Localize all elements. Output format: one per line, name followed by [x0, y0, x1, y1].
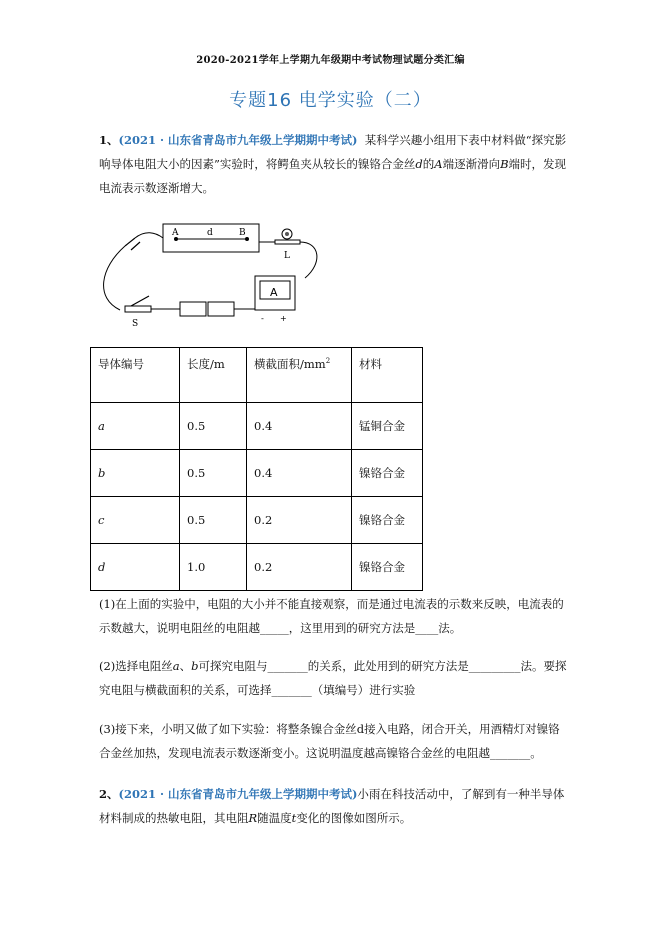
table-cell: 0.2 [247, 544, 352, 591]
question-1-text-b: 的 [422, 157, 435, 171]
ammeter-minus: - [261, 314, 264, 323]
question-1-text: 某科学兴趣小组用下表中材料做“探究影响导体电阻大小的因素”实验时，将鳄鱼夹从较长的镍铬合金丝 [99, 133, 567, 171]
var-t: t [291, 811, 297, 825]
question-2-text: 小雨在科技活动中，了解到有一种半导体材料制成的热敏电阻，其电阻 [99, 787, 565, 825]
table-cell: 0.5 [180, 450, 247, 497]
table-cell: 0.5 [180, 497, 247, 544]
question-1-part-2 [99, 654, 567, 702]
question-1-text-c: 端逐渐滑向 [442, 157, 501, 171]
var-d: d [415, 157, 423, 171]
table-cell: a [91, 403, 180, 450]
var-R: R [248, 811, 258, 825]
table-cell: 镍铬合金 [352, 544, 423, 591]
ammeter-label: A [270, 286, 278, 299]
table-cell: 锰铜合金 [352, 403, 423, 450]
table-cell: c [91, 497, 180, 544]
table-row [91, 497, 423, 544]
table-row [91, 544, 423, 591]
lamp-base [275, 240, 300, 244]
question-1-part-1: (1)在上面的实验中，电阻的大小并不能直接观察，而是通过电流表的示数来反映，电流表的示数越大，说明电阻丝的电阻越_____，这里用到的研究方法是____法。 [99, 597, 564, 635]
alligator-clip [125, 238, 140, 250]
conductor-table [90, 347, 423, 591]
question-1-intro [99, 128, 567, 200]
header-cell-area [247, 348, 352, 403]
header-area-sup: 2 [325, 357, 331, 366]
table-cell: 0.4 [247, 403, 352, 450]
question-2-text-c: 变化的图像如图所示。 [296, 811, 412, 825]
document-header: 2020-2021学年上学期九年级期中考试物理试题分类汇编 [196, 55, 465, 66]
table-cell: b [91, 450, 180, 497]
battery-2 [208, 302, 234, 316]
table-header-row [91, 348, 423, 403]
label-d: d [207, 228, 213, 238]
var-a: a [172, 659, 180, 673]
label-B: B [239, 228, 246, 238]
question-1-text-d: 端时，发现电流表示数逐渐增大。 [99, 157, 567, 195]
q1-2-rest: 可探究电阻与_______的关系，此处用到的研究方法是_________法。要探究电阻与横截面积的关系，可选择_______（填编号）进行实验 [99, 659, 567, 697]
table-cell: 0.4 [247, 450, 352, 497]
table-cell: 0.5 [180, 403, 247, 450]
question-2-number: 2、 [99, 787, 119, 801]
question-1-source: (2021 · 山东省青岛市九年级上学期期中考试) [118, 133, 358, 147]
var-b: b [191, 659, 199, 673]
table-row [91, 403, 423, 450]
label-S: S [132, 319, 139, 329]
question-2-intro [99, 782, 567, 830]
question-2-source: (2021 · 山东省青岛市九年级上学期期中考试) [118, 787, 358, 801]
header-cell: 长度/m [180, 348, 247, 403]
label-L: L [284, 251, 290, 261]
q1-2-pre: (2)选择电阻丝 [99, 659, 173, 673]
label-A: A [172, 228, 179, 238]
var-B: B [500, 157, 509, 171]
question-1-part-3: (3)接下来，小明又做了如下实验：将整条镍合金丝d接入电路，闭合开关，用酒精灯对镍铬合金丝加热，发现电流表示数逐渐变小。这说明温度越高镍铬合金丝的电阻越_______。 [99, 722, 560, 760]
table-cell: 0.2 [247, 497, 352, 544]
header-area-text: 横截面积/mm [254, 357, 326, 371]
header-cell: 导体编号 [91, 348, 180, 403]
question-1-number: 1、 [99, 133, 119, 147]
table-cell: 1.0 [180, 544, 247, 591]
ammeter-plus: + [280, 314, 287, 323]
question-2-text-b: 随温度 [257, 811, 292, 825]
table-row [91, 450, 423, 497]
table-cell: 镍铬合金 [352, 497, 423, 544]
table-cell: 镍铬合金 [352, 450, 423, 497]
page-title: 专题16 电学实验（二） [229, 90, 432, 111]
header-cell: 材料 [352, 348, 423, 403]
q1-2-mid: 、 [179, 659, 192, 673]
table-cell: d [91, 544, 180, 591]
switch [125, 306, 151, 312]
battery-1 [180, 302, 206, 316]
circuit-diagram [95, 218, 325, 333]
var-A: A [434, 157, 443, 171]
